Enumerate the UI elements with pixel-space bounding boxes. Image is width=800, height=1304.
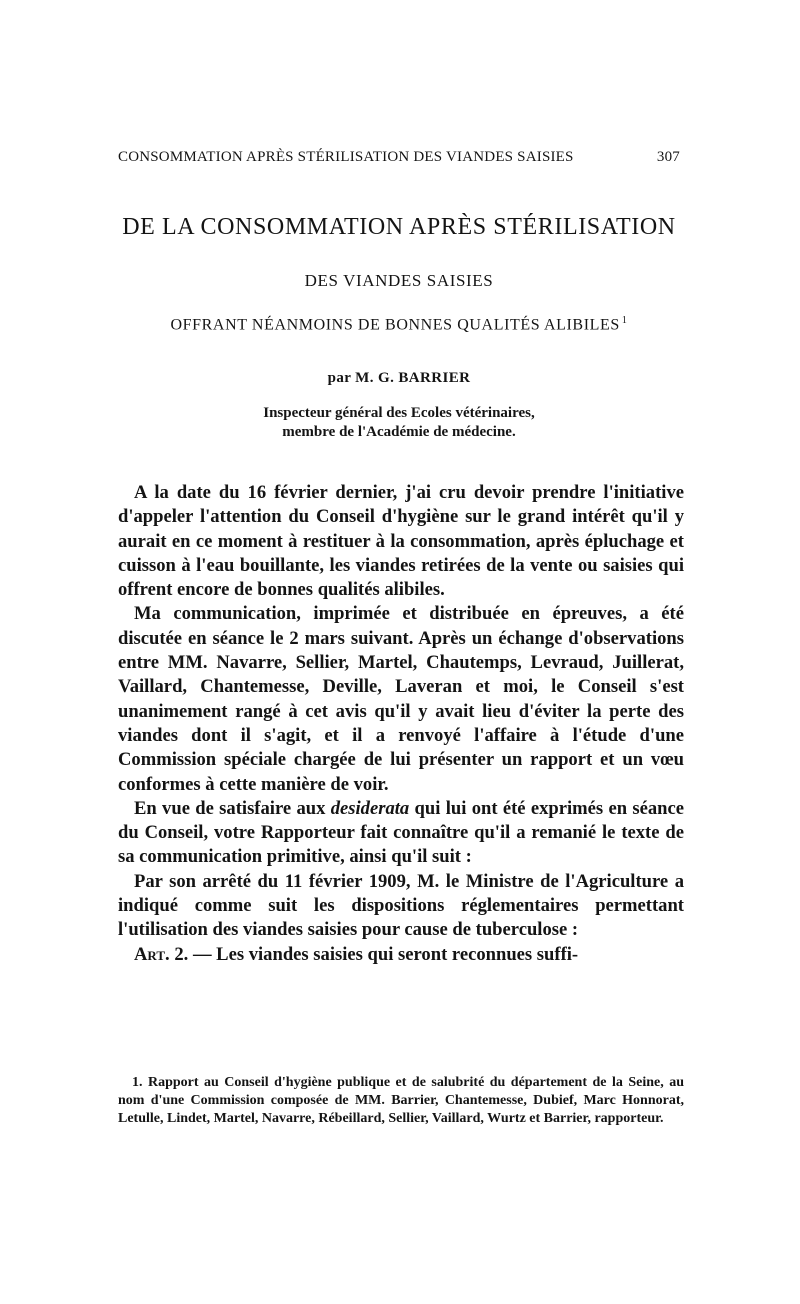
affiliation-line-1: Inspecteur général des Ecoles vétérinaires,: [263, 405, 535, 421]
paragraph-3-italic: desiderata: [330, 797, 410, 819]
footnote-text: 1. Rapport au Conseil d'hygiène publique et de salubrité du département de la Seine, au nom d'une Commission composée de MM. Barrier, Chantemesse, Dubief, Marc Honnorat, Letulle, Lindet, Martel, Navarre, Rébeillard, Sellier, Vaillard, Wurtz et Barrier, rapporteur.: [118, 1075, 684, 1126]
article-title: DE LA CONSOMMATION APRÈS STÉRILISATION: [122, 214, 676, 240]
paragraph-3-start: En vue de satisfaire aux: [134, 797, 326, 819]
paragraph-1: A la date du 16 février dernier, j'ai cru devoir prendre l'initiative d'appeler l'attention du Conseil d'hygiène sur le grand intérêt qu'il y aurait en ce moment à restituer à la consommation, après épluchage et cuisson à l'eau bouillante, les viandes retirées de la vente ou saisies qui offrent encore de bonnes qualités alibiles.: [118, 482, 684, 601]
paragraph-3-end: qui lui ont été exprimés en séance du Conseil, votre Rapporteur fait connaître qu'il a remanié le texte de sa communication primitive, ainsi qu'il suit :: [118, 797, 685, 868]
paragraph-3: [118, 797, 684, 870]
running-head: [118, 149, 680, 166]
page-number: 307: [656, 149, 680, 165]
running-head-title: CONSOMMATION APRÈS STÉRILISATION DES VIANDES SAISIES: [118, 149, 574, 165]
author-line: par M. G. BARRIER: [327, 370, 471, 386]
footnote-marker: 1: [621, 315, 628, 326]
paragraph-4: Par son arrêté du 11 février 1909, M. le Ministre de l'Agriculture a indiqué comme suit les dispositions réglementaires permettant l'utilisation des viandes saisies pour cause de tuberculose :: [118, 870, 684, 941]
article-subtitle-2-text: OFFRANT NÉANMOINS DE BONNES QUALITÉS ALIBILES: [170, 316, 620, 334]
paragraph-2: Ma communication, imprimée et distribuée en épreuves, a été discutée en séance le 2 mars suivant. Après un échange d'observations entre MM. Navarre, Sellier, Martel, Chautemps, Levraud, Juillerat, Vaillard, Chantemesse, Deville, Laveran et moi, le Conseil s'est unanimement rangé à cet avis qu'il y avait lieu d'éviter la perte des viandes dont il s'agit, et il a renvoyé l'affaire à l'étude d'une Commission spéciale chargée de lui présenter un rapport et un vœu conformes à cette manière de voir.: [118, 603, 684, 795]
paragraph-5-text: — Les viandes saisies qui seront reconnues suffi-: [192, 943, 579, 965]
article-subtitle: DES VIANDES SAISIES: [304, 271, 494, 290]
affiliation-line-2: membre de l'Académie de médecine.: [282, 424, 516, 440]
paragraph-5: [118, 943, 684, 967]
footnote: [118, 1074, 684, 1128]
article-subtitle-2: [118, 315, 680, 334]
article-label: Art. 2.: [134, 943, 189, 965]
body-text: [118, 481, 684, 967]
